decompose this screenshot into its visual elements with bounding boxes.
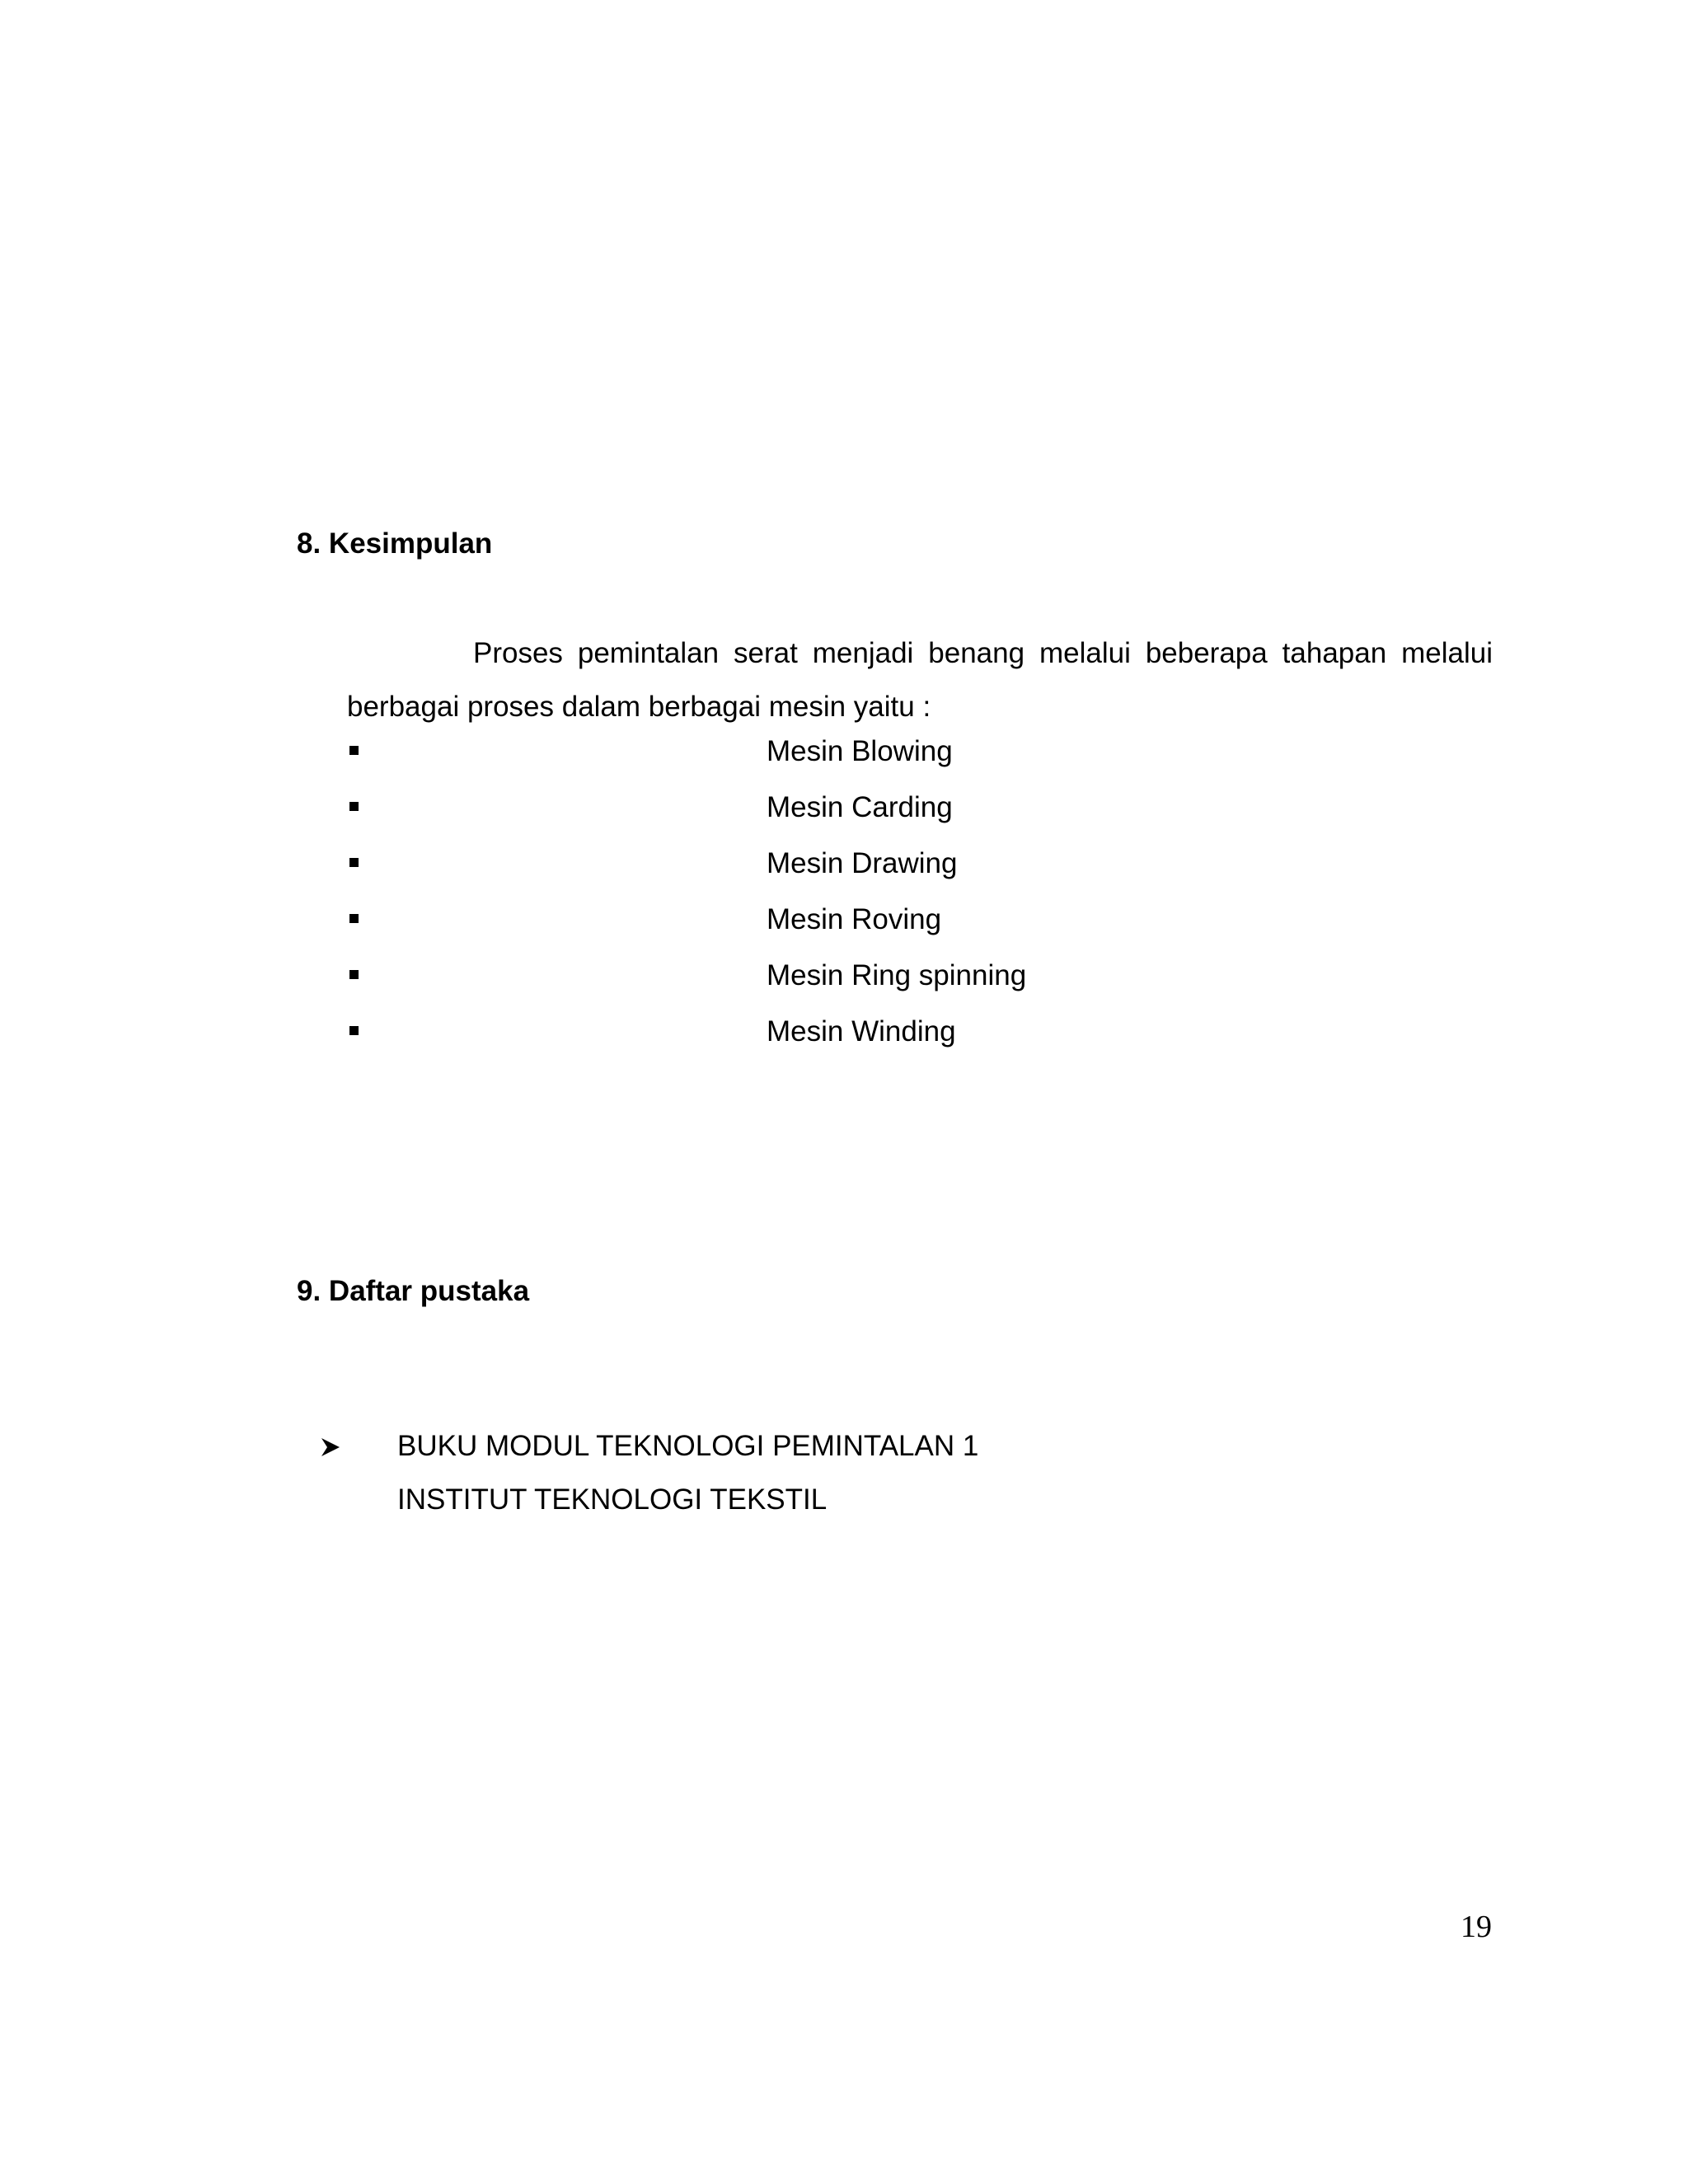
- list-item: [0, 846, 1688, 902]
- conclusion-paragraph: Proses pemintalan serat menjadi benang melalui beberapa tahapan melalui berbagai proses dalam berbagai mesin yaitu :: [347, 637, 1493, 723]
- arrowhead-bullet-icon: [320, 1436, 341, 1458]
- square-bullet-icon: [349, 1026, 359, 1035]
- list-item: [0, 902, 1688, 958]
- list-item: [0, 733, 1688, 790]
- square-bullet-icon: [349, 746, 359, 755]
- list-item-label: Mesin Roving: [767, 903, 942, 935]
- machine-list: [0, 733, 1688, 1070]
- square-bullet-icon: [349, 802, 359, 811]
- list-item-label: Mesin Drawing: [767, 847, 958, 879]
- reference-title: BUKU MODUL TEKNOLOGI PEMINTALAN 1: [397, 1430, 979, 1462]
- list-item-label: Mesin Blowing: [767, 735, 953, 767]
- list-item-label: Mesin Carding: [767, 791, 953, 823]
- square-bullet-icon: [349, 970, 359, 979]
- list-item: [0, 790, 1688, 846]
- section-heading-kesimpulan: 8. Kesimpulan: [297, 527, 493, 560]
- section-heading-daftar-pustaka: 9. Daftar pustaka: [297, 1275, 530, 1307]
- list-item-label: Mesin Winding: [767, 1015, 956, 1047]
- page-number: 19: [1461, 1910, 1492, 1944]
- square-bullet-icon: [349, 914, 359, 923]
- list-item: [0, 1014, 1688, 1070]
- reference-publisher: INSTITUT TEKNOLOGI TEKSTIL: [397, 1483, 828, 1516]
- square-bullet-icon: [349, 858, 359, 867]
- list-item-label: Mesin Ring spinning: [767, 959, 1027, 991]
- list-item: [0, 958, 1688, 1014]
